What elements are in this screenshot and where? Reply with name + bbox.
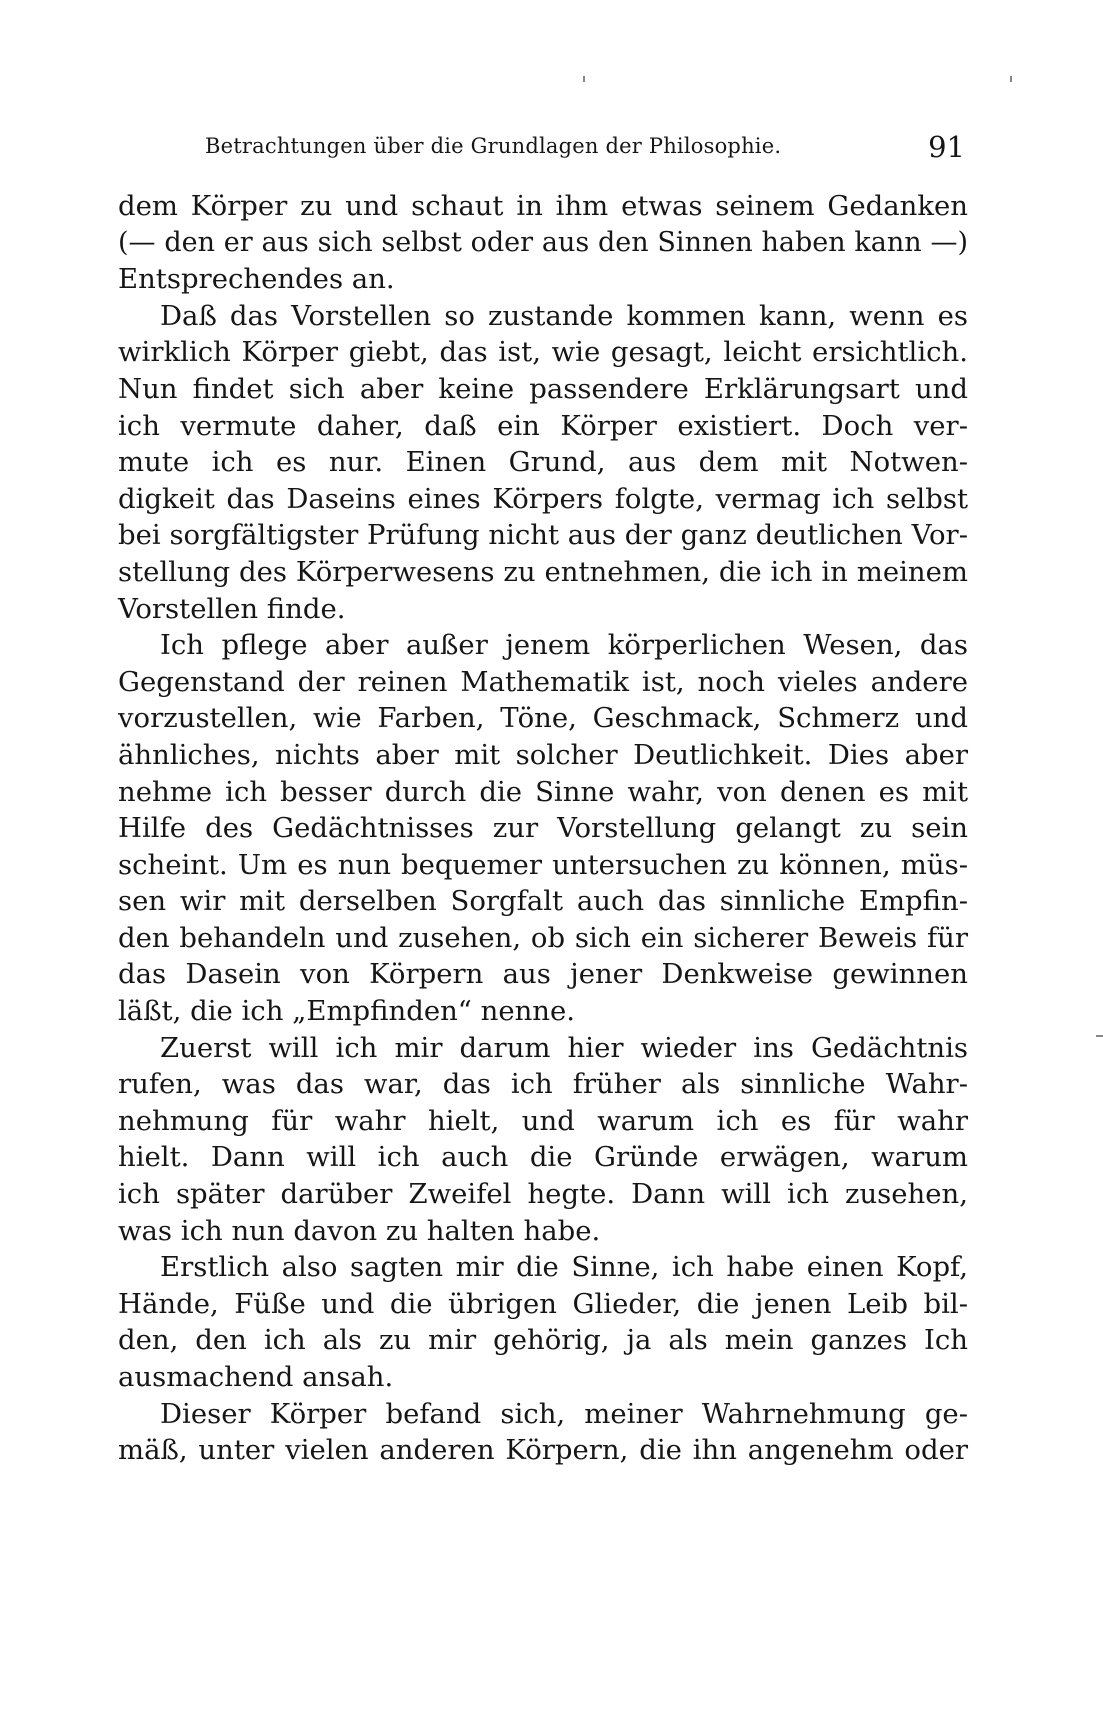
text-line: wirklich Körper giebt, das ist, wie gesagt, leicht ersichtlich.	[118, 336, 968, 369]
text-line: Gegenstand der reinen Mathematik ist, noch vieles andere	[118, 665, 968, 698]
body-text	[118, 188, 968, 1469]
text-line: den, den ich als zu mir gehörig, ja als mein ganzes Ich	[118, 1324, 968, 1357]
text-line: ausmachend ansah.	[118, 1361, 394, 1393]
text-line: scheint. Um es nun bequemer untersuchen zu können, müs-	[118, 848, 968, 881]
text-line: vorzustellen, wie Farben, Töne, Geschmack, Schmerz und	[118, 702, 968, 735]
text-line: ähnliches, nichts aber mit solcher Deutlichkeit. Dies aber	[118, 738, 968, 771]
scan-speck	[1096, 1035, 1103, 1037]
text-line: Entsprechendes an.	[118, 263, 395, 296]
running-title: Betrachtungen über die Grundlagen der Philosophie.	[205, 134, 782, 158]
text-line: sen wir mit derselben Sorgfalt auch das sinnliche Empfin-	[118, 885, 968, 918]
text-line: Erstlich also sagten mir die Sinne, ich habe einen Kopf,	[160, 1251, 968, 1284]
text-line: nehmung für wahr hielt, und warum ich es für wahr	[118, 1104, 968, 1137]
text-line: ich später darüber Zweifel hegte. Dann will ich zusehen,	[118, 1178, 968, 1211]
text-line: Ich pflege aber außer jenem körperlichen Wesen, das	[160, 629, 968, 662]
text-line: läßt, die ich „Empfinden“ nenne.	[118, 995, 576, 1028]
text-line: Daß das Vorstellen so zustande kommen kann, wenn es	[160, 299, 968, 332]
text-line: dem Körper zu und schaut in ihm etwas seinem Gedanken	[118, 190, 968, 222]
text-line: das Dasein von Körpern aus jener Denkweise gewinnen	[118, 958, 968, 991]
text-line: hielt. Dann will ich auch die Gründe erwägen, warum	[118, 1141, 968, 1174]
page-number: 91	[928, 130, 965, 164]
scan-speck	[1010, 76, 1012, 82]
text-line: Nun findet sich aber keine passendere Erklärungsart und	[118, 372, 968, 405]
page-header	[205, 130, 965, 170]
text-line: Zuerst will ich mir darum hier wieder ins Gedächtnis	[160, 1031, 968, 1064]
text-line: nehme ich besser durch die Sinne wahr, von denen es mit	[118, 775, 968, 808]
text-line: den behandeln und zusehen, ob sich ein sicherer Beweis für	[118, 921, 968, 954]
text-line: (— den er aus sich selbst oder aus den Sinnen haben kann —)	[118, 226, 968, 258]
text-line: rufen, was das war, das ich früher als sinnliche Wahr-	[118, 1068, 968, 1101]
text-line: digkeit das Daseins eines Körpers folgte, vermag ich selbst	[118, 482, 968, 515]
text-line: Dieser Körper befand sich, meiner Wahrnehmung ge-	[160, 1397, 968, 1430]
text-line: mute ich es nur. Einen Grund, aus dem mit Notwen-	[118, 446, 968, 479]
scan-speck	[583, 76, 585, 82]
text-line: Hilfe des Gedächtnisses zur Vorstellung gelangt zu sein	[118, 812, 968, 845]
text-line: stellung des Körperwesens zu entnehmen, die ich in meinem	[118, 555, 968, 588]
text-line: bei sorgfältigster Prüfung nicht aus der ganz deutlichen Vor-	[118, 519, 968, 552]
text-line: Hände, Füße und die übrigen Glieder, die jenen Leib bil-	[118, 1287, 968, 1320]
text-line: Vorstellen finde.	[118, 592, 346, 625]
text-line: mäß, unter vielen anderen Körpern, die ihn angenehm oder	[118, 1434, 968, 1467]
text-line: ich vermute daher, daß ein Körper existiert. Doch ver-	[118, 409, 968, 442]
text-line: was ich nun davon zu halten habe.	[118, 1214, 601, 1247]
